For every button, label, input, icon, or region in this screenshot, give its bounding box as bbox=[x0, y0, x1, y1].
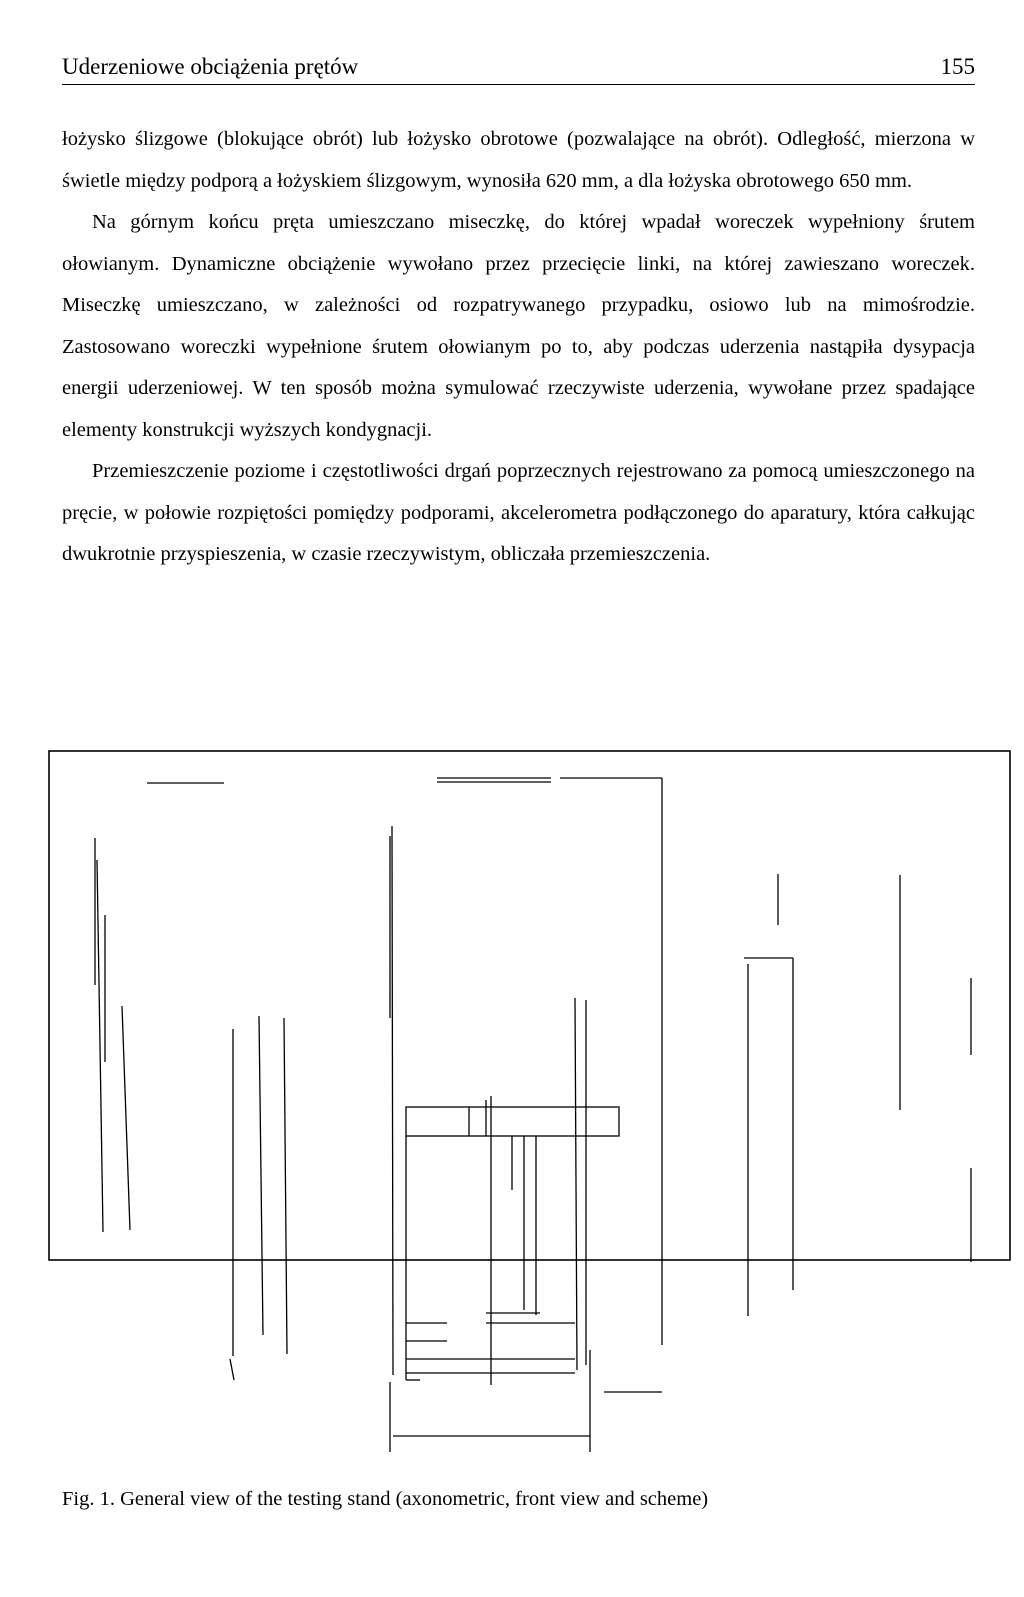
paragraph-3: Przemieszczenie poziome i częstotliwości drgań poprzecznych rejestrowano za pomocą umieszczonego na pręcie, w połowie rozpiętości pomiędzy podporami, akcelerometra podłączonego do aparatury, która całkując dwukrotnie przyspieszenia, w czasie rzeczywistym, obliczała przemieszczenia. bbox=[62, 460, 975, 565]
front-view bbox=[390, 778, 662, 1452]
figure-caption: Fig. 1. General view of the testing stand (axonometric, front view and scheme) bbox=[62, 1488, 709, 1510]
figure-border bbox=[49, 751, 1010, 1260]
paragraph-2: Na górnym końcu pręta umieszczano miseczkę, do której wpadał woreczek wypełniony śrutem ołowianym. Dynamiczne obciążenie wywołano przez przecięcie linki, na której zawieszano woreczek. Miseczkę umieszczano, w zależności od rozpatrywanego przypadku, osiowo lub na mimośrodzie. Zastosowano woreczki wypełnione śrutem ołowianym po to, aby podczas uderzenia nastąpiła dysypacja energii uderzeniowej. W ten sposób można symulować rzeczywiste uderzenia, wywołane przez spadające elementy konstrukcji wyższych kondygnacji. bbox=[62, 211, 975, 441]
running-title: Uderzeniowe obciążenia prętów bbox=[62, 54, 359, 79]
scheme-view bbox=[744, 874, 971, 1316]
page-number: 155 bbox=[940, 54, 975, 79]
axonometric-view bbox=[95, 783, 287, 1380]
paragraph-1: łożysko ślizgowe (blokujące obrót) lub łożysko obrotowe (pozwalające na obrót). Odległość, mierzona w świetle między podporą a łożyskiem ślizgowym, wynosiła 620 mm, a dla łożyska obrotowego 650 mm. bbox=[62, 128, 975, 192]
